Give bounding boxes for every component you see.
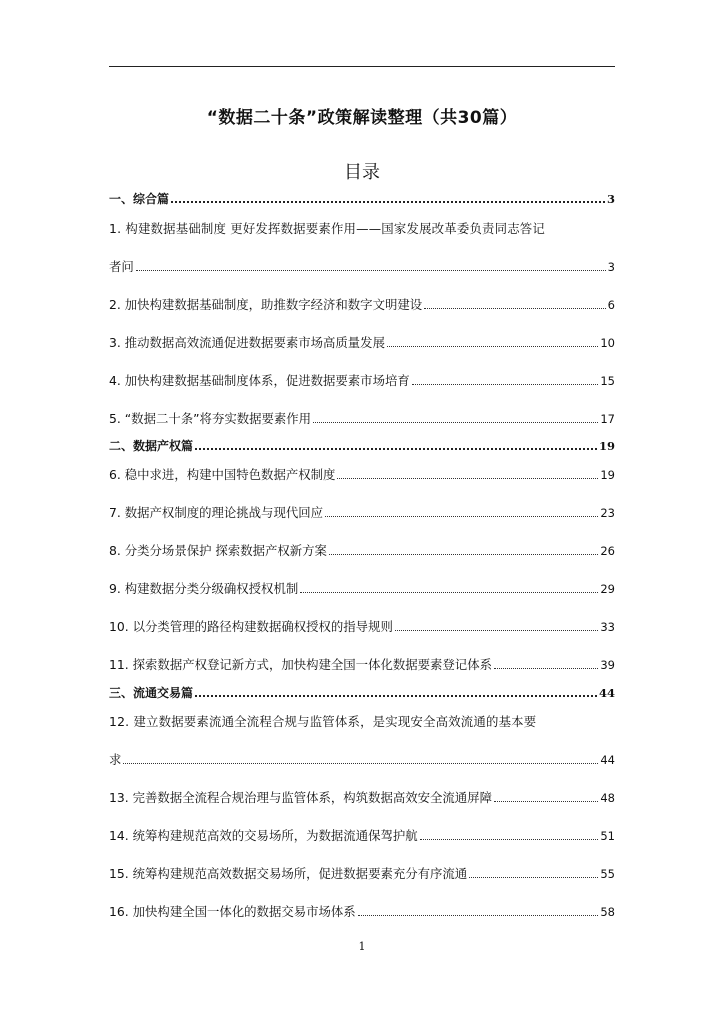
toc-entry[interactable] bbox=[109, 465, 615, 483]
toc-page-number: 3 bbox=[607, 260, 615, 274]
toc-entry-label: 10. 以分类管理的路径构建数据确权授权的指导规则 bbox=[109, 619, 393, 634]
dot-leader bbox=[395, 630, 599, 631]
toc-page-number: 19 bbox=[598, 439, 615, 453]
toc-entry-label: 7. 数据产权制度的理论挑战与现代回应 bbox=[109, 505, 324, 520]
toc-section[interactable] bbox=[109, 190, 615, 207]
toc-entry-label: 11. 探索数据产权登记新方式，加快构建全国一体化数据要素登记体系 bbox=[109, 657, 492, 672]
dot-leader bbox=[420, 839, 599, 840]
dot-leader bbox=[387, 346, 598, 347]
toc-page-number: 58 bbox=[600, 905, 615, 919]
dot-leader bbox=[337, 478, 598, 479]
toc-page-number: 55 bbox=[600, 867, 615, 881]
toc-entry[interactable] bbox=[109, 902, 615, 920]
toc-page-number: 51 bbox=[600, 829, 615, 843]
toc-entry-label: 12. 建立数据要素流通全流程合规与监管体系，是实现安全高效流通的基本要 bbox=[109, 714, 537, 729]
toc-entry[interactable] bbox=[109, 219, 615, 237]
toc-entry[interactable] bbox=[109, 371, 615, 389]
dot-leader bbox=[494, 668, 598, 669]
toc-section[interactable] bbox=[109, 437, 615, 454]
toc-section-label: 一、综合篇 bbox=[109, 192, 170, 206]
dot-leader bbox=[494, 801, 598, 802]
toc-page-number: 26 bbox=[600, 544, 615, 558]
toc-entry[interactable] bbox=[109, 826, 615, 844]
toc-page-number: 23 bbox=[600, 506, 615, 520]
toc-entry[interactable] bbox=[109, 579, 615, 597]
dot-leader bbox=[195, 448, 597, 450]
toc-page-number: 39 bbox=[600, 658, 615, 672]
toc-section[interactable] bbox=[109, 684, 615, 701]
dot-leader bbox=[300, 592, 598, 593]
document-title: “数据二十条”政策解读整理（共30篇） bbox=[206, 108, 518, 128]
dot-leader bbox=[123, 763, 598, 764]
toc-entry[interactable] bbox=[109, 750, 615, 768]
toc-entry-label: 5. “数据二十条”将夯实数据要素作用 bbox=[109, 411, 312, 426]
toc-entry[interactable] bbox=[109, 409, 615, 427]
toc-entry[interactable] bbox=[109, 788, 615, 806]
dot-leader bbox=[469, 877, 598, 878]
toc-heading: 目录 bbox=[344, 162, 380, 183]
toc-entry[interactable] bbox=[109, 257, 615, 275]
dot-leader bbox=[329, 554, 598, 555]
toc-page-number: 10 bbox=[600, 336, 615, 350]
toc-entry-label: 者问 bbox=[109, 259, 134, 274]
toc-entry-label: 14. 统筹构建规范高效的交易场所，为数据流通保驾护航 bbox=[109, 828, 418, 843]
toc-entry-label: 1. 构建数据基础制度 更好发挥数据要素作用——国家发展改革委负责同志答记 bbox=[109, 221, 545, 236]
toc-entry[interactable] bbox=[109, 617, 615, 635]
toc-entry[interactable] bbox=[109, 503, 615, 521]
dot-leader bbox=[412, 384, 599, 385]
toc-entry-label: 6. 稳中求进，构建中国特色数据产权制度 bbox=[109, 467, 336, 482]
toc-page-number: 3 bbox=[606, 192, 615, 206]
dot-leader bbox=[325, 516, 598, 517]
toc-entry-label: 13. 完善数据全流程合规治理与监管体系，构筑数据高效安全流通屏障 bbox=[109, 790, 492, 805]
dot-leader bbox=[195, 695, 597, 697]
header-rule bbox=[109, 66, 615, 67]
toc-entry-label: 8. 分类分场景保护 探索数据产权新方案 bbox=[109, 543, 327, 558]
toc-entry[interactable] bbox=[109, 333, 615, 351]
toc-entry[interactable] bbox=[109, 712, 615, 730]
toc-page-number: 29 bbox=[600, 582, 615, 596]
dot-leader bbox=[136, 270, 606, 271]
toc-entry[interactable] bbox=[109, 655, 615, 673]
toc-section-label: 三、流通交易篇 bbox=[109, 686, 194, 700]
toc-page-number: 33 bbox=[600, 620, 615, 634]
page-number: 1 bbox=[358, 940, 366, 953]
toc-section-label: 二、数据产权篇 bbox=[109, 439, 194, 453]
toc-entry-label: 16. 加快构建全国一体化的数据交易市场体系 bbox=[109, 904, 356, 919]
toc-page-number: 44 bbox=[600, 753, 615, 767]
dot-leader bbox=[424, 308, 606, 309]
dot-leader bbox=[313, 422, 598, 423]
toc-entry[interactable] bbox=[109, 864, 615, 882]
toc-entry-label: 4. 加快构建数据基础制度体系，促进数据要素市场培育 bbox=[109, 373, 410, 388]
dot-leader bbox=[358, 915, 599, 916]
toc-page-number: 48 bbox=[600, 791, 615, 805]
toc-entry-label: 3. 推动数据高效流通促进数据要素市场高质量发展 bbox=[109, 335, 385, 350]
toc-page-number: 15 bbox=[600, 374, 615, 388]
toc-entry[interactable] bbox=[109, 541, 615, 559]
toc-page-number: 44 bbox=[598, 686, 615, 700]
toc-page-number: 19 bbox=[600, 468, 615, 482]
toc-page-number: 6 bbox=[607, 298, 615, 312]
toc-entry-label: 2. 加快构建数据基础制度，助推数字经济和数字文明建设 bbox=[109, 297, 423, 312]
toc-entry-label: 15. 统筹构建规范高效数据交易场所，促进数据要素充分有序流通 bbox=[109, 866, 468, 881]
toc-entry-label: 9. 构建数据分类分级确权授权机制 bbox=[109, 581, 299, 596]
toc-page-number: 17 bbox=[600, 412, 615, 426]
dot-leader bbox=[171, 201, 605, 203]
toc-entry-label: 求 bbox=[109, 752, 122, 767]
toc-entry[interactable] bbox=[109, 295, 615, 313]
